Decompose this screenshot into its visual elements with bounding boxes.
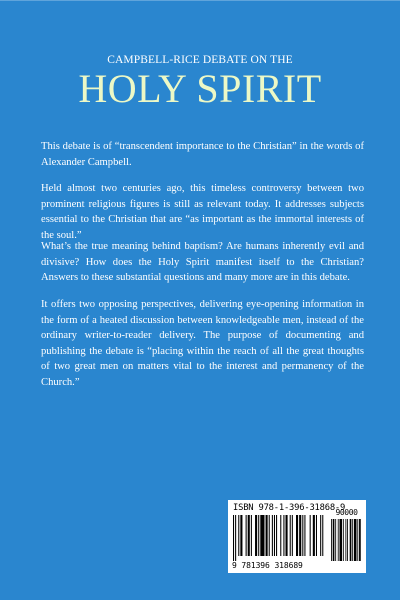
barcode-bar (255, 515, 257, 556)
barcode-bar (238, 515, 239, 556)
barcode-bar (290, 515, 291, 556)
barcode-bar (274, 515, 275, 556)
barcode-bar (338, 519, 339, 561)
barcode-bar (235, 515, 236, 561)
barcode-bar (333, 519, 335, 561)
barcode-bar (359, 519, 361, 561)
barcode-bar (354, 519, 357, 561)
blurb-paragraph-3: What’s the true meaning behind baptism? Are humans inherently evil and divisive? How does the Holy Spirit manifest itself to the Christian? Answers to these substantial questions and many more are in this debate. (41, 241, 364, 283)
barcode-bar (343, 519, 344, 561)
ean-digits: 9 781396 318689 (232, 561, 303, 570)
barcode-bar (246, 515, 247, 556)
barcode-bar (233, 515, 234, 561)
barcode-bar (248, 515, 250, 556)
barcode-bar (302, 515, 303, 556)
barcode-bar (266, 515, 268, 556)
barcode-bar (276, 515, 277, 556)
barcode-bar (283, 515, 284, 556)
top-edge-line (0, 0, 400, 1)
barcode-bar (280, 515, 281, 556)
barcode-bar (335, 519, 336, 561)
book-subtitle: CAMPBELL-RICE DEBATE ON THE (107, 54, 293, 66)
barcode-bar (292, 515, 293, 556)
barcode-bar (240, 515, 242, 556)
addon-barcode-bars (331, 519, 362, 561)
barcode-bar (304, 515, 305, 556)
isbn-label: ISBN 978-1-396-31868-9 (233, 503, 346, 513)
barcode-bar (340, 519, 343, 561)
barcode-bar (350, 519, 352, 561)
blurb-paragraph-2: Held almost two centuries ago, this timeless controversy between two prominent religious figures is still as relevant today. It addresses subjects essential to the Christian that are “as important as the immortal interests of the soul.” (41, 183, 364, 241)
barcode-bar (316, 515, 317, 556)
barcode-bar (347, 519, 348, 561)
barcode-bar (352, 519, 353, 561)
book-title: HOLY SPIRIT (78, 66, 322, 111)
barcode-bar (345, 519, 346, 561)
blurb-paragraph-1: This debate is of “transcendent importance to the Christian” in the words of Alexander Campbell. (41, 141, 364, 168)
isbn-barcode (228, 500, 366, 573)
barcode-bar (251, 515, 252, 556)
addon-digits: 90000 (335, 508, 358, 517)
barcode-bar (269, 515, 270, 556)
barcode-bar (260, 515, 264, 556)
barcode-bar (272, 515, 273, 556)
barcode-bar (320, 515, 321, 556)
barcode-bar (296, 515, 298, 556)
barcode-bar (331, 519, 332, 561)
ean-barcode-bars (233, 515, 329, 561)
barcode-bar (322, 515, 323, 556)
blurb-paragraph-4: It offers two opposing perspectives, delivering eye-opening information in the form of a heated discussion between knowledgeable men, instead of the ordinary writer-to-reader delivery. The purpose of documenting and publishing the debate is “placing within the reach of all the great thoughts of two great men on matters vital to the interest and permanency of the Church.” (41, 299, 364, 388)
barcode-bar (310, 515, 311, 556)
barcode-bar (313, 515, 315, 556)
barcode-bar (258, 515, 259, 556)
barcode-bar (357, 519, 358, 561)
barcode-bar (286, 515, 288, 556)
barcode-bar (299, 515, 301, 556)
